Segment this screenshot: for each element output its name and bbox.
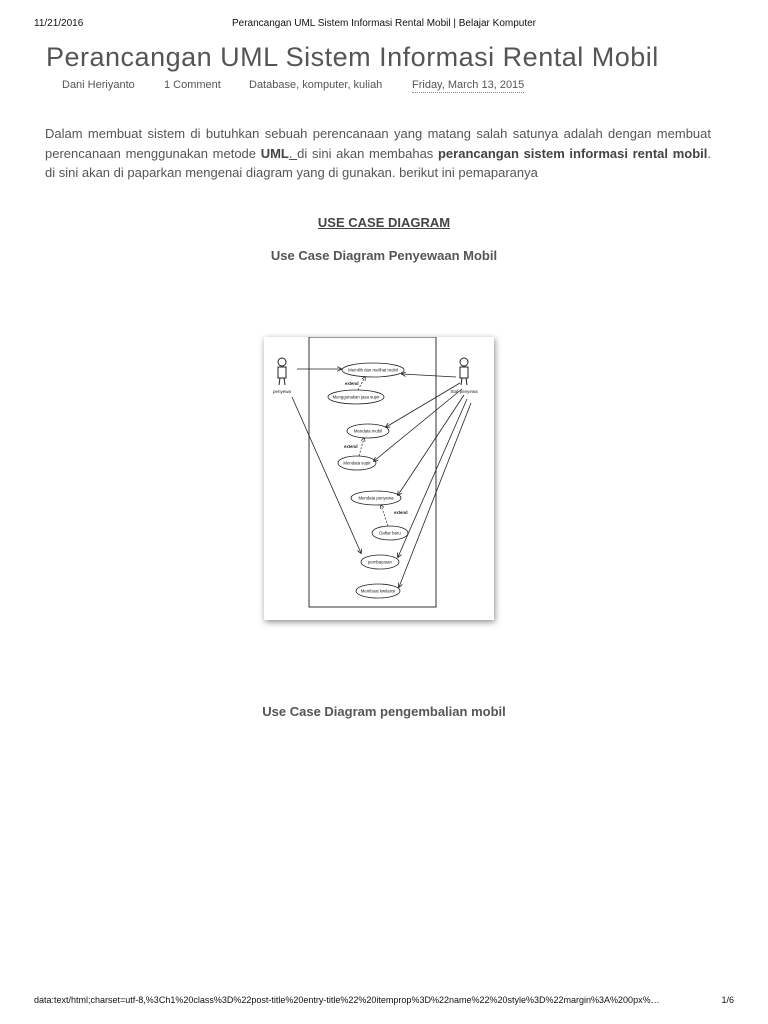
use-case-label: Memilih dan melihat mobil [348, 367, 398, 373]
actor-staf-penyewa-label: Staf penyewa [450, 389, 478, 394]
actor-staf-penyewa [460, 358, 468, 385]
association-arrow [292, 397, 361, 553]
association-arrow [399, 403, 471, 587]
use-case-label: Menggunakan jasa supir [332, 394, 380, 400]
use-case-label: Membuat kwitansi [360, 588, 396, 594]
print-date: 11/21/2016 [34, 18, 84, 29]
association-arrow [398, 399, 467, 557]
use-case-label: Mendata mobil [353, 428, 383, 434]
post-comments-link[interactable]: 1 Comment [164, 79, 221, 91]
use-case-label: Daftar baru [379, 530, 401, 536]
extend-arrow [359, 438, 364, 456]
intro-highlight: perancangan sistem informasi rental mobil [437, 145, 708, 161]
intro-text-2: di sini akan membahas [297, 145, 438, 161]
print-url: data:text/html;charset=utf-8,%3Ch1%20class%3D%22post-title%20entry-title%22%20itemprop%3D%22name%22%20style%3D%22margin%3A%200px%… [34, 995, 660, 1005]
extend-label: extend [345, 381, 359, 386]
extend-arrow [358, 377, 365, 390]
intro-text-3: . di sini akan di paparkan mengenai diagram yang di gunakan. berikut ini pemaparanya [45, 145, 711, 180]
intro-uml-link[interactable]: . [288, 145, 298, 161]
association-arrow [402, 374, 456, 377]
diagram1-caption: Use Case Diagram Penyewaan Mobil [270, 248, 498, 263]
actor-penyewa [278, 358, 286, 385]
extend-label: extend [394, 510, 408, 515]
post-title: Perancangan UML Sistem Informasi Rental Mobil [46, 42, 659, 72]
print-header [34, 18, 734, 32]
use-case-label: pembayaran [368, 559, 392, 565]
intro-text-1: Dalam membuat sistem di butuhkan sebuah perencanaan yang matang salah satunya adalah dengan membuat perencanaan menggunakan metode [45, 126, 711, 161]
extend-arrow [381, 505, 388, 526]
extend-label: extend [344, 444, 358, 449]
use-case-label: Mendata penyewa [358, 495, 394, 501]
print-footer [34, 995, 734, 1007]
section-heading: USE CASE DIAGRAM [317, 215, 451, 230]
post-date[interactable]: Friday, March 13, 2015 [412, 79, 525, 91]
actor-penyewa-label: penyewa [272, 389, 292, 394]
association-arrow [374, 389, 462, 461]
print-document-title: Perancangan UML Sistem Informasi Rental Mobil | Belajar Komputer [231, 18, 537, 29]
page-number: 1/6 [721, 995, 734, 1005]
intro-uml: UML [260, 145, 289, 161]
use-case-label: Mendata supir [343, 460, 371, 466]
post-author[interactable]: Dani Heriyanto [62, 79, 135, 91]
use-case-diagram-penyewaan [264, 337, 494, 620]
diagram2-caption: Use Case Diagram pengembalian mobil [262, 704, 506, 719]
association-arrow [398, 395, 464, 495]
post-categories[interactable]: Database, komputer, kuliah [249, 79, 383, 91]
intro-paragraph [45, 124, 711, 183]
